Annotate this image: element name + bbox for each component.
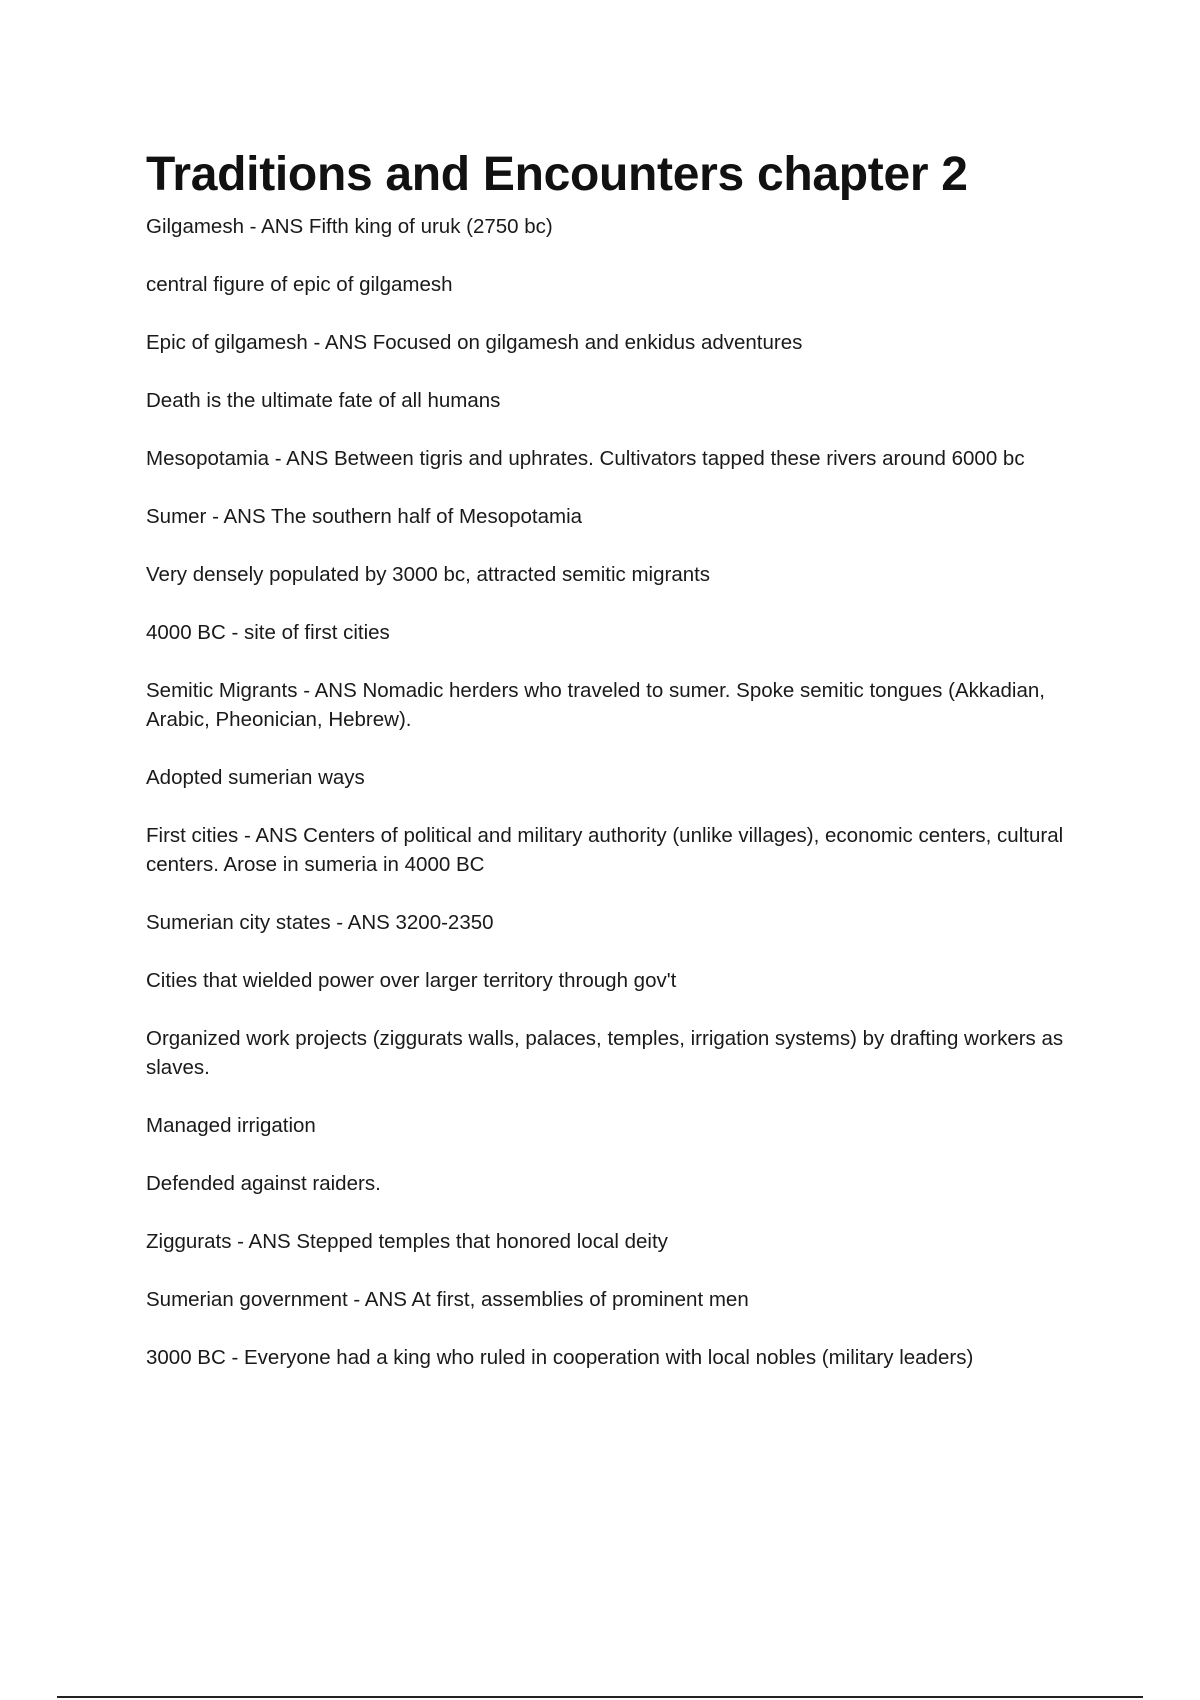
footer-divider: [57, 1696, 1143, 1698]
document-page: [146, 148, 1086, 1401]
entry-government: Sumerian government - ANS At first, assemblies of prominent men: [146, 1288, 749, 1311]
entry-gilgamesh: Gilgamesh - ANS Fifth king of uruk (2750 bc): [146, 215, 553, 238]
entry-raiders: Defended against raiders.: [146, 1172, 381, 1195]
entry-densely-populated: Very densely populated by 3000 bc, attracted semitic migrants: [146, 563, 711, 586]
entry-mesopotamia: Mesopotamia - ANS Between tigris and uphrates. Cultivators tapped these rivers around 6000 bc: [146, 447, 1025, 470]
page-title: Traditions and Encounters chapter 2: [146, 148, 968, 201]
entry-city-states: Sumerian city states - ANS 3200-2350: [146, 911, 494, 934]
entry-epic-of-gilgamesh: Epic of gilgamesh - ANS Focused on gilgamesh and enkidus adventures: [146, 331, 803, 354]
entry-central-figure: central figure of epic of gilgamesh: [146, 273, 453, 296]
entry-first-cities-site: 4000 BC - site of first cities: [146, 621, 390, 644]
entry-first-cities: First cities - ANS Centers of political and military authority (unlike villages), economic centers, cultural centers. Arose in sumeria in 4000 BC: [146, 824, 1064, 876]
entry-sumer: Sumer - ANS The southern half of Mesopotamia: [146, 505, 583, 528]
entry-adopted-ways: Adopted sumerian ways: [146, 766, 365, 789]
entry-semitic-migrants: Semitic Migrants - ANS Nomadic herders who traveled to sumer. Spoke semitic tongues (Akkadian, Arabic, Pheonician, Hebrew).: [146, 679, 1045, 731]
entry-ziggurats: Ziggurats - ANS Stepped temples that honored local deity: [146, 1230, 668, 1253]
entry-work-projects: Organized work projects (ziggurats walls, palaces, temples, irrigation systems) by drafting workers as slaves.: [146, 1027, 1064, 1079]
entry-list: [146, 212, 1086, 1372]
entry-death-fate: Death is the ultimate fate of all humans: [146, 389, 501, 412]
entry-kings: 3000 BC - Everyone had a king who ruled in cooperation with local nobles (military leaders): [146, 1346, 974, 1369]
entry-wielded-power: Cities that wielded power over larger territory through gov't: [146, 969, 677, 992]
entry-irrigation: Managed irrigation: [146, 1114, 316, 1137]
